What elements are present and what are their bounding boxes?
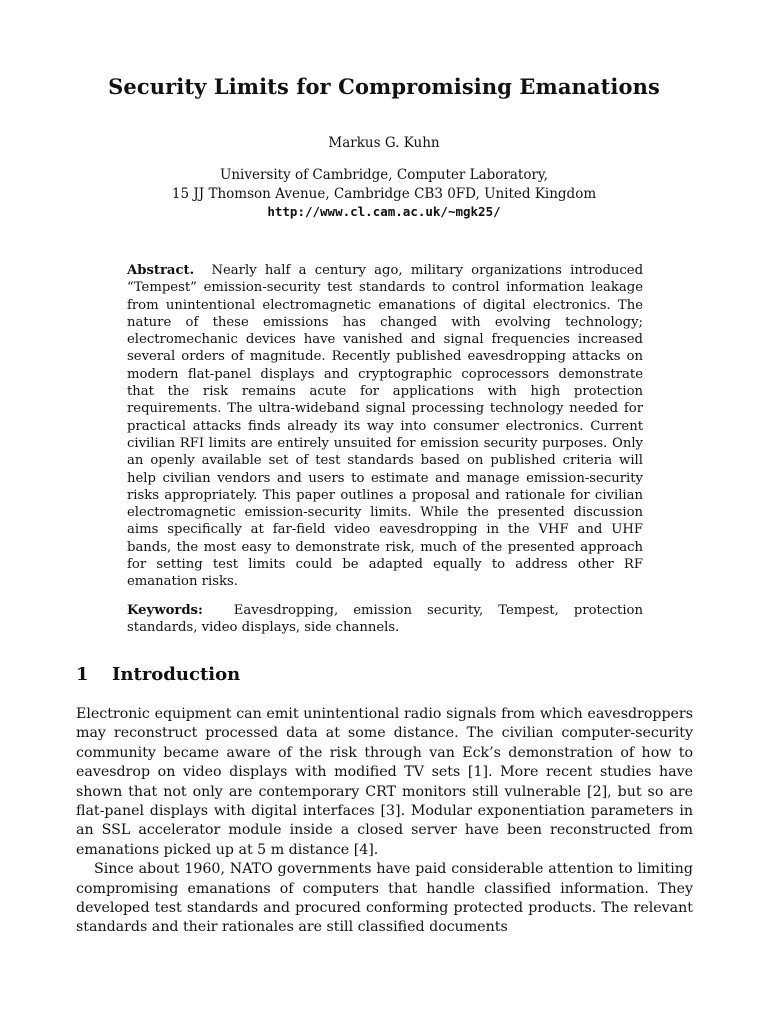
abstract xyxy=(127,262,643,591)
affiliation-block xyxy=(0,166,768,222)
affiliation-line-2: 15 JJ Thomson Avenue, Cambridge CB3 0FD, United Kingdom xyxy=(171,185,597,202)
section-number: 1 xyxy=(76,664,89,685)
author-name: Markus G. Kuhn xyxy=(328,135,440,151)
author-url-link[interactable]: http://www.cl.cam.ac.uk/~mgk25/ xyxy=(267,204,501,219)
affiliation-line-1: University of Cambridge, Computer Laboratory, xyxy=(219,167,549,183)
abstract-label: Abstract. xyxy=(127,263,212,278)
section-heading xyxy=(76,664,240,685)
section-body xyxy=(76,705,693,938)
body-paragraph: Electronic equipment can emit unintentional radio signals from which eavesdroppers may reconstruct processed data at some distance. The civilian computer-security community became aware of the risk through van Eck’s demonstration of how to eavesdrop on video displays with modified TV sets [1]. More recent studies have shown that not only are contemporary CRT monitors still vulnerable [2], but so are flat-panel displays with digital interfaces [3]. Modular exponentiation parameters in an SSL accelerator module inside a closed server have been reconstructed from emanations picked up at 5 m distance [4]. xyxy=(76,706,693,858)
abstract-text: Nearly half a century ago, military organizations introduced “Tempest” emission-security test standards to control information leakage from unintentional electromagnetic emanations of digital electronics. The nature of these emissions has changed with evolving technology; electromechanic devices have vanished and signal frequencies increased several orders of magnitude. Recently published eavesdropping attacks on modern flat-panel displays and cryptographic coprocessors demonstrate that the risk remains acute for applications with high protection requirements. The ultra-wideband signal processing technology needed for practical attacks finds already its way into consumer electronics. Current civilian RFI limits are entirely unsuited for emission security purposes. Only an openly available set of test standards based on published criteria will help civilian vendors and users to estimate and manage emission-security risks appropriately. This paper outlines a proposal and rationale for civilian electromagnetic emission-security limits. While the presented discussion aims specifically at far-field video eavesdropping in the VHF and UHF bands, the most easy to demonstrate risk, much of the presented approach for setting test limits could be adapted equally to address other RF emanation risks. xyxy=(127,263,644,590)
keywords xyxy=(127,602,643,637)
keywords-label: Keywords: xyxy=(127,603,234,618)
keywords-text: Eavesdropping, emission security, Tempest, protection standards, video displays, side channels. xyxy=(127,603,643,636)
body-paragraph: Since about 1960, NATO governments have paid considerable attention to limiting compromising emanations of computers that handle classified information. They developed test standards and procured conforming protected products. The relevant standards and their rationales are still classified documents xyxy=(76,861,693,936)
paper-title: Security Limits for Compromising Emanations xyxy=(108,74,660,99)
section-title: Introduction xyxy=(112,664,241,685)
